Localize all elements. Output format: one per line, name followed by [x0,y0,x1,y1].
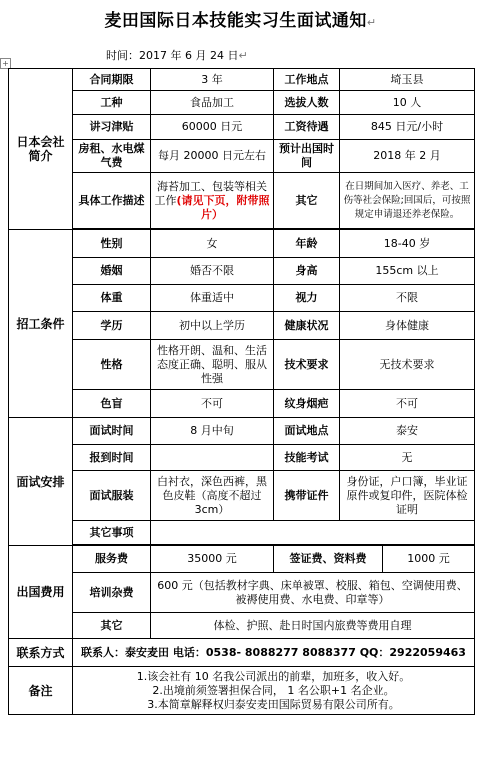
value-interview-time: 8 月中旬 [151,418,274,445]
label-fees-other: 其它 [73,613,151,639]
table-row [9,173,475,229]
value-training-fee: 600 元（包括教材字典、床单被罩、校服、箱包、空调使用费、被褥使用费、水电费、印章等） [151,573,475,613]
label-interview-other: 其它事项 [73,521,151,545]
section-fees: 出国费用 [9,546,73,639]
label-gender: 性别 [73,230,151,258]
value-company-other: 在日期间加入医疗、养老、工伤等社会保险;回国后，可按照规定申请退还养老保险。 [340,173,475,229]
label-exam: 技能考试 [274,445,340,471]
table-row [9,639,475,667]
section-contact: 联系方式 [9,639,73,667]
table-row [9,258,475,285]
label-training-fee: 培训杂费 [73,573,151,613]
label-dress: 面试服装 [73,471,151,521]
label-marital: 婚姻 [73,258,151,285]
value-contract: 3 年 [151,69,274,91]
table-row [9,340,475,390]
label-departure: 预计出国时间 [274,140,340,173]
label-arrival: 报到时间 [73,445,151,471]
table-row [9,230,475,258]
label-interview-place: 面试地点 [274,418,340,445]
table-row [9,471,475,521]
label-job-type: 工种 [73,91,151,115]
note-item: 2.出境前须签署担保合同， 1 名公职+1 名企业。 [152,683,395,697]
value-location: 埼玉县 [340,69,475,91]
table-row [9,115,475,140]
label-service-fee: 服务费 [73,546,151,573]
value-interview-place: 泰安 [340,418,475,445]
label-height: 身高 [274,258,340,285]
value-service-fee: 35000 元 [151,546,274,573]
value-job-description: 海苔加工、包装等相关工作(请见下页，附带照片） [151,173,274,229]
value-skill: 无技术要求 [340,340,475,390]
table-row [9,390,475,418]
label-tattoo: 纹身烟疤 [274,390,340,418]
value-marital: 婚否不限 [151,258,274,285]
table-row [9,418,475,445]
section-company: 日本会社简介 [9,69,73,230]
value-personality: 性格开朗、温和、生活态度正确、聪明、服从性强 [151,340,274,390]
table-row [9,445,475,471]
label-skill: 技术要求 [274,340,340,390]
label-company-other: 其它 [274,173,340,229]
table-row [9,91,475,115]
table-row [9,521,475,545]
label-colorblind: 色盲 [73,390,151,418]
label-docs: 携带证件 [274,471,340,521]
value-age: 18-40 岁 [340,230,475,258]
value-fees-other: 体检、护照、赴日时国内旅费等费用自理 [151,613,475,639]
value-interview-other [151,521,475,545]
value-job-type: 食品加工 [151,91,274,115]
interview-date-line: 时间：2017 年 6 月 24 日↵ [106,49,248,62]
table-row [9,573,475,613]
label-contract: 合同期限 [73,69,151,91]
label-education: 学历 [73,312,151,340]
label-location: 工作地点 [274,69,340,91]
label-allowance: 讲习津贴 [73,115,151,140]
value-arrival [151,445,274,471]
label-rent: 房租、水电煤气费 [73,140,151,173]
table-row [9,285,475,312]
value-salary: 845 日元/小时 [340,115,475,140]
section-recruit: 招工条件 [9,230,73,418]
table-row [9,546,475,573]
table-row [9,667,475,715]
section-interview: 面试安排 [9,418,73,546]
label-interview-time: 面试时间 [73,418,151,445]
value-colorblind: 不可 [151,390,274,418]
value-weight: 体重适中 [151,285,274,312]
value-dress: 白衬衣，深色西裤，黑色皮鞋（高度不超过 3cm） [151,471,274,521]
table-move-handle-icon[interactable]: + [0,58,11,69]
notice-table [8,68,475,715]
label-visa-fee: 签证费、资料费 [274,546,383,573]
table-row [9,613,475,639]
value-docs: 身份证，户口簿，毕业证原件或复印件，医院体检证明 [340,471,475,521]
value-exam: 无 [340,445,475,471]
notes-list [73,667,475,715]
value-rent: 每月 20000 日元左右 [151,140,274,173]
label-headcount: 选拔人数 [274,91,340,115]
label-health: 健康状况 [274,312,340,340]
label-job-description: 具体工作描述 [73,173,151,229]
label-weight: 体重 [73,285,151,312]
section-notes: 备注 [9,667,73,715]
value-tattoo: 不可 [340,390,475,418]
label-vision: 视力 [274,285,340,312]
table-row [9,69,475,91]
note-item: 3.本简章解释权归泰安麦田国际贸易有限公司所有。 [147,697,400,711]
table-row [9,312,475,340]
label-age: 年龄 [274,230,340,258]
value-height: 155cm 以上 [340,258,475,285]
note-item: 1.该会社有 10 名我公司派出的前辈，加班多，收入好。 [136,669,411,683]
page-title: 麦田国际日本技能实习生面试通知↵ [104,11,377,31]
value-health: 身体健康 [340,312,475,340]
table-row [9,140,475,173]
contact-info: 联系人：泰安麦田 电话：0538- 8088277 8088377 QQ：2922059463 [73,639,475,667]
value-departure: 2018 年 2 月 [340,140,475,173]
label-personality: 性格 [73,340,151,390]
value-vision: 不限 [340,285,475,312]
value-visa-fee: 1000 元 [383,546,475,573]
label-salary: 工资待遇 [274,115,340,140]
value-allowance: 60000 日元 [151,115,274,140]
job-description-note: (请见下页，附带照片） [176,193,270,221]
value-headcount: 10 人 [340,91,475,115]
value-education: 初中以上学历 [151,312,274,340]
value-gender: 女 [151,230,274,258]
